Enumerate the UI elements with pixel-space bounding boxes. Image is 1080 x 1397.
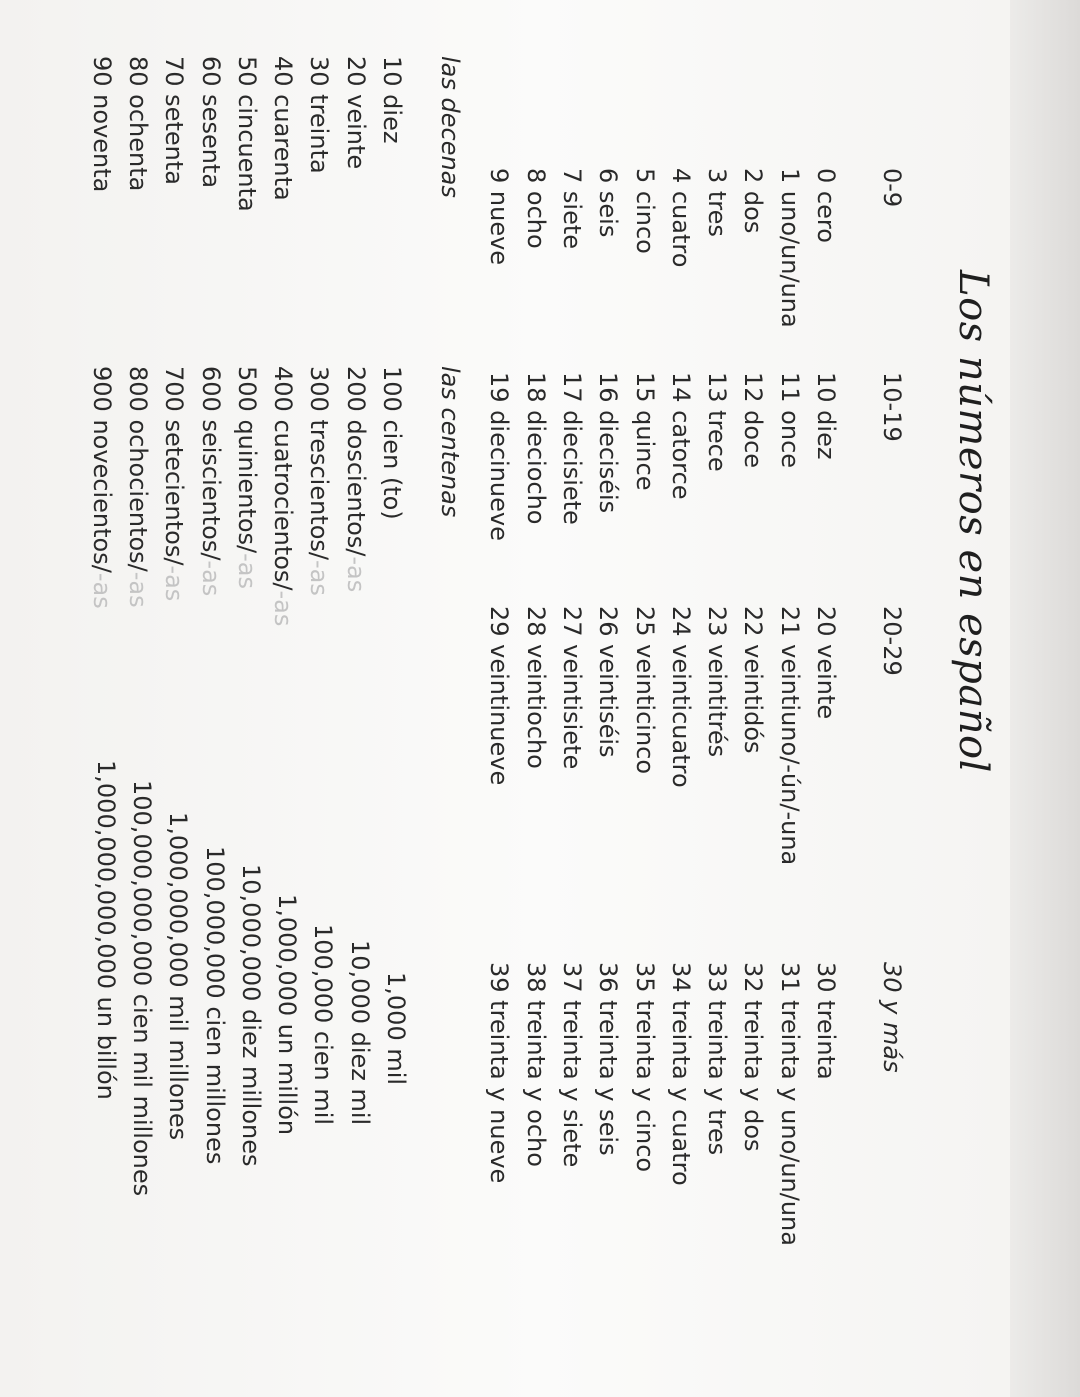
list-item: 37 treinta y siete (557, 962, 586, 1168)
list-item: 16 dieciséis (594, 372, 623, 514)
column-heading-20-29: 20-29 (878, 606, 906, 676)
list-item: 25 veinticinco (630, 606, 659, 775)
list-item: 13 trece (703, 372, 732, 472)
list-item: 40 cuarenta (269, 56, 298, 201)
list-item-text: 500 quinientos/ (232, 366, 261, 554)
list-item: 3 tres (703, 168, 732, 237)
list-item: 17 diecisiete (557, 372, 586, 525)
list-item-suffix: -as (341, 556, 370, 593)
list-item: 14 catorce (666, 372, 695, 500)
list-item: 39 treinta y nueve (485, 962, 514, 1184)
list-item: 34 treinta y cuatro (666, 962, 695, 1186)
list-item: 19 diecinueve (485, 372, 514, 541)
list-item: 32 treinta y dos (739, 962, 768, 1152)
list-item: 12 doce (739, 372, 768, 469)
list-item (771, 168, 807, 328)
list-item: 29 veintinueve (485, 606, 514, 786)
page-title: Los números en español (950, 270, 996, 773)
list-item: 2 dos (739, 168, 768, 234)
list-item-text: 1 uno/un/una (775, 168, 804, 328)
list-item: 8 ocho (521, 168, 550, 249)
list-item-suffix: -as (232, 553, 261, 589)
list-item-text: 900 novecientos/ (87, 366, 116, 573)
list-item: 10,000 diez mil (345, 940, 374, 1126)
list-item: 36 treinta y seis (594, 962, 623, 1156)
list-item (374, 366, 410, 626)
list-item: 0 cero (812, 168, 840, 243)
list-item (83, 366, 119, 626)
list-item-suffix: -as (160, 565, 189, 602)
column-20-29 (481, 606, 910, 865)
list-item-text: 200 doscientos/ (341, 366, 370, 557)
column-heading-10-19: 10-19 (878, 372, 906, 442)
list-item (337, 366, 373, 626)
list-item-suffix: -as (87, 572, 116, 609)
column-heading-las-centenas: las centenas (436, 366, 464, 518)
list-item: 100,000,000,000 cien mil millones (127, 780, 156, 1197)
list-item-suffix: -as (269, 590, 298, 627)
list-item: 9 nueve (485, 168, 514, 266)
list-item: 1,000,000,000 mil millones (164, 812, 193, 1141)
list-item: 24 veinticuatro (666, 606, 695, 788)
list-item: 18 dieciocho (521, 372, 550, 525)
list-item-suffix: -as (305, 559, 334, 596)
list-item (120, 366, 156, 626)
column-10-19 (481, 372, 910, 541)
list-item: 50 cincuenta (232, 56, 261, 212)
list-item: 15 quince (630, 372, 659, 491)
list-item-text: 700 setecientos/ (160, 366, 189, 566)
list-item: 1,000,000,000,000 un billón (91, 760, 120, 1100)
list-item: 11 once (775, 372, 804, 469)
list-item: 22 veintidós (739, 606, 768, 754)
list-item-text: 100 cien (to) (378, 366, 406, 520)
list-item-suffix: -as (196, 560, 225, 597)
list-item: 7 siete (557, 168, 586, 250)
list-item: 31 treinta y uno/un/una (775, 962, 804, 1246)
list-item: 1,000 mil (382, 972, 410, 1086)
list-item: 23 veintitrés (703, 606, 732, 758)
list-item (229, 366, 265, 626)
list-item: 20 veinte (341, 56, 370, 170)
list-item-text: 300 trescientos/ (305, 366, 334, 560)
list-item: 70 setenta (160, 56, 189, 185)
list-item-text: 400 cuatrocientos/ (269, 366, 298, 591)
list-item: 20 veinte (812, 606, 840, 720)
list-item: 35 treinta y cinco (630, 962, 659, 1173)
list-item: 100,000,000 cien millones (200, 846, 229, 1165)
list-item: 30 treinta (812, 962, 840, 1080)
column-heading-las-decenas: las decenas (436, 56, 464, 198)
list-item: 90 noventa (87, 56, 116, 193)
list-item: 4 cuatro (666, 168, 695, 268)
list-item: 5 cinco (630, 168, 659, 254)
list-item: 1,000,000 un millón (273, 894, 302, 1136)
column-heading-30-y-mas: 30 y más (878, 962, 906, 1073)
list-item (265, 366, 301, 626)
list-item (156, 366, 192, 626)
list-item: 30 treinta (305, 56, 334, 174)
column-las-decenas (83, 56, 468, 212)
list-item: 80 ochenta (123, 56, 152, 192)
list-item: 100,000 cien mil (309, 924, 338, 1126)
list-item-suffix: -as (123, 571, 152, 608)
column-heading-0-9: 0-9 (878, 168, 906, 208)
list-item: 10,000,000 diez millones (236, 864, 265, 1167)
list-item (301, 366, 337, 626)
list-item: 38 treinta y ocho (521, 962, 550, 1167)
list-item-text: 800 ochocientos/ (123, 366, 152, 572)
list-item: 6 seis (594, 168, 623, 238)
column-30-y-mas (481, 962, 910, 1246)
list-item: 27 veintisiete (557, 606, 586, 770)
list-item-text: 600 seiscientos/ (196, 366, 225, 561)
list-item: 26 veintiséis (594, 606, 623, 758)
list-item: 21 veintiuno/-ún/-una (775, 606, 804, 866)
column-las-centenas (83, 366, 468, 626)
list-item: 60 sesenta (196, 56, 225, 189)
list-item: 10 diez (378, 56, 406, 144)
list-item: 28 veintiocho (521, 606, 550, 769)
list-item: 33 treinta y tres (703, 962, 732, 1156)
list-item: 10 diez (812, 372, 840, 460)
list-item (192, 366, 228, 626)
column-large-numbers (87, 760, 414, 1196)
column-0-9 (481, 168, 910, 328)
